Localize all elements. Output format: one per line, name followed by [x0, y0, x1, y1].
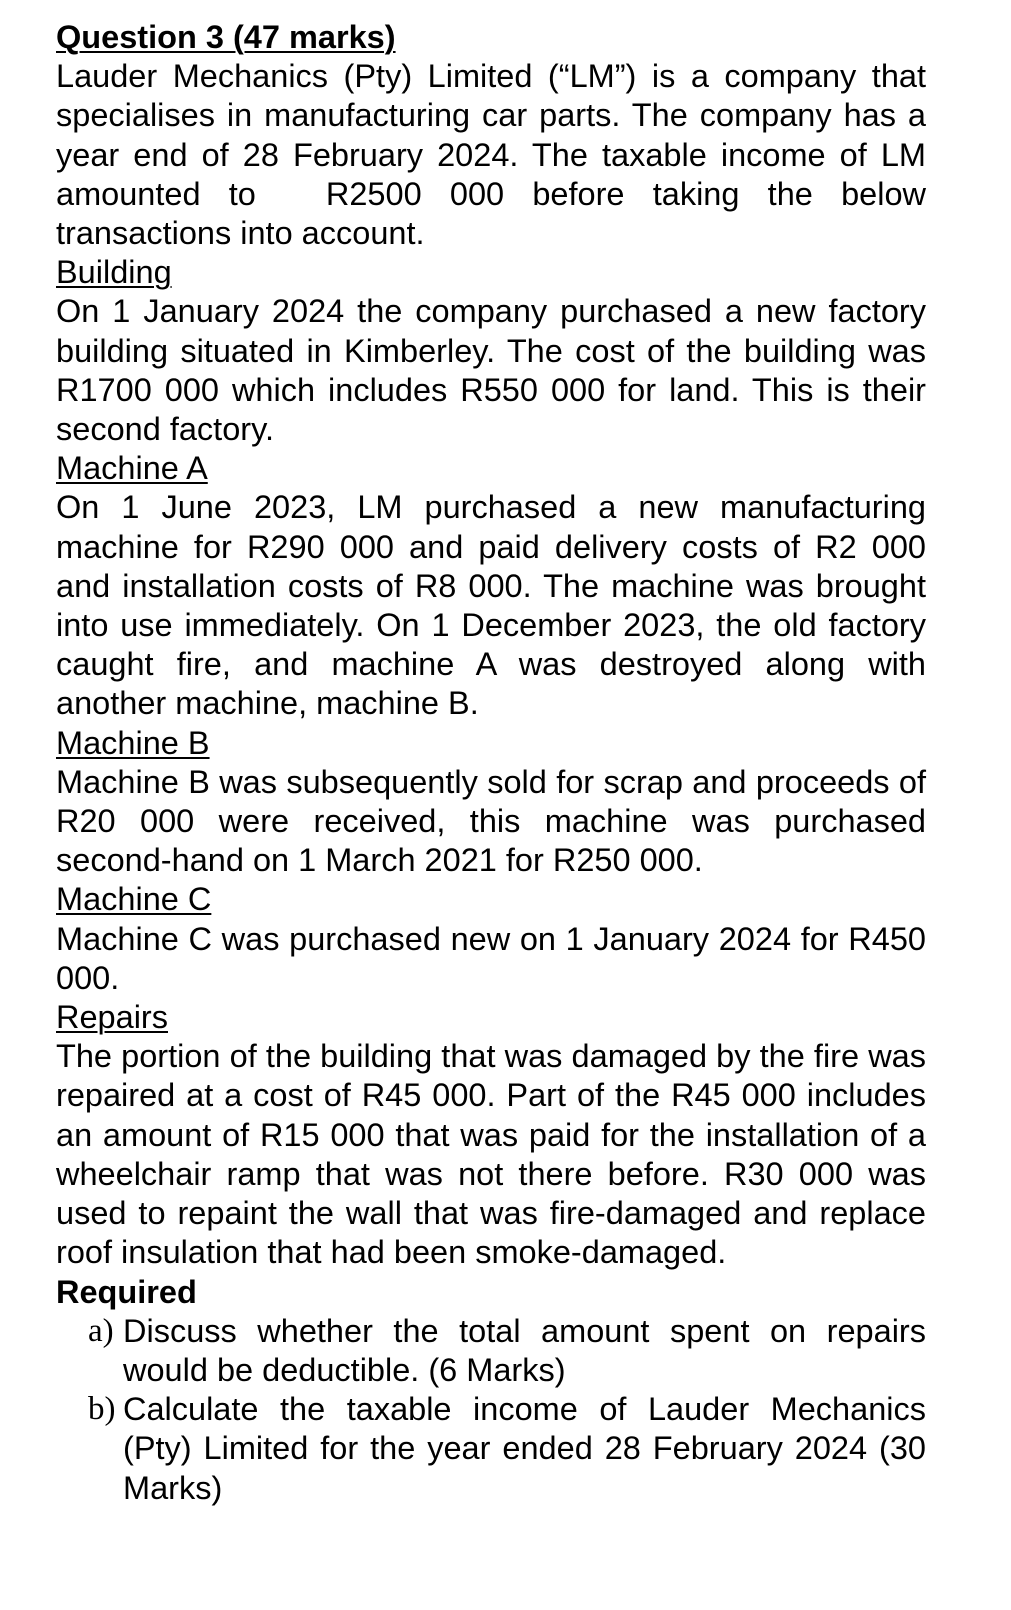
repairs-heading: Repairs: [56, 999, 168, 1036]
required-heading: Required: [56, 1273, 197, 1310]
machine-a-heading: Machine A: [56, 450, 208, 487]
building-paragraph: On 1 January 2024 the company purchased a new factory building situated in Kimberley. The cost of the building was R1700 000 which includes R550 000 for land. This is their second factory.: [56, 293, 926, 448]
machine-c-heading: Machine C: [56, 881, 212, 918]
question-title: Question 3 (47 marks): [56, 19, 396, 55]
required-item-a-text: Discuss whether the total amount spent on repairs would be deductible. (6 Marks): [123, 1312, 926, 1388]
repairs-paragraph: The portion of the building that was damaged by the fire was repaired at a cost of R45 000. Part of the R45 000 includes an amount of R15 000 that was paid for the installation of a wheelchair ramp that was not there before. R30 000 was used to repaint the wall that was fire-damaged and replace roof insulation that had been smoke-damaged.: [56, 1038, 926, 1271]
machine-b-paragraph: Machine B was subsequently sold for scrap and proceeds of R20 000 were received, this machine was purchased second-hand on 1 March 2021 for R250 000.: [56, 763, 926, 879]
question-document: [56, 18, 926, 1508]
building-heading: Building: [56, 254, 172, 291]
required-item-a: [56, 1312, 926, 1390]
machine-a-paragraph: On 1 June 2023, LM purchased a new manufacturing machine for R290 000 and paid delivery costs of R2 000 and installation costs of R8 000. The machine was brought into use immediately. On 1 December 2023, the old factory caught fire, and machine A was destroyed along with another machine, machine B.: [56, 489, 926, 722]
intro-text-part2: R2500 000 before taking the below transactions into account.: [56, 175, 926, 252]
required-item-b-text: Calculate the taxable income of Lauder Mechanics (Pty) Limited for the year ended 28 February 2024 (30 Marks): [123, 1391, 926, 1506]
machine-b-heading: Machine B: [56, 724, 210, 761]
machine-c-paragraph: Machine C was purchased new on 1 January 2024 for R450 000.: [56, 920, 926, 996]
required-list: [56, 1312, 926, 1508]
intro-paragraph: [56, 57, 926, 253]
intro-text-part1: Lauder Mechanics (Pty) Limited (“LM”) is a company that specialises in manufacturing car parts. The company has a year end of 28 February 2024. The taxable income of LM amounted to: [56, 58, 926, 212]
required-item-b-marker: b): [88, 1391, 116, 1428]
required-item-a-marker: a): [88, 1312, 114, 1349]
required-item-b: [56, 1390, 926, 1508]
